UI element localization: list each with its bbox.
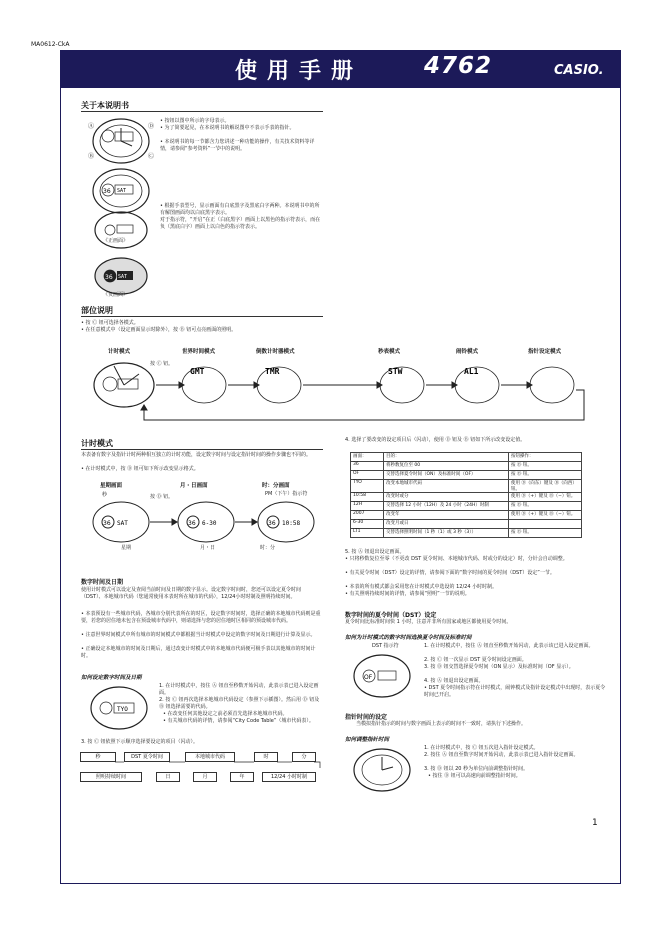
timekeeping-intro: 本表备有数字及指针计时两种相互独立的计时功能，设定数字时间与设定指针时间的操作步骤也不同的。 [81,452,312,458]
svg-text:STW: STW [388,367,403,376]
set-step-1: 1. 在计时模式中，按住 Ⓐ 钮直至秒数开始闪动，此表示表已进入设定画面。 [159,683,319,696]
flow-item: 本地城市代码 [185,752,235,762]
svg-text:36: 36 [268,520,276,527]
flow-item: 秒 [80,752,116,762]
table-cell: 6-30 [351,520,384,529]
table-row [351,462,582,471]
svg-text:36: 36 [103,188,111,195]
watch-illustration [347,651,417,701]
table-cell: 交替选择夏令时间（ON）及标准时间（OF） [384,471,509,480]
table-row [351,480,582,493]
after-bullet: 5. 按 Ⓐ 钮退出设定画面。 [345,549,405,555]
hour-minute-label: 时：分 [260,545,276,551]
svg-text:GMT: GMT [190,367,205,376]
press-d-note: 按 Ⓓ 钮。 [150,494,174,500]
digital-heading: 数字时间及日期 [81,579,124,586]
set-step-note: • 有关城市代码的详情，请参阅“City Code Table”（城市代码表）。 [163,718,314,724]
table-cell: 使用 Ⓓ（向东）键及 Ⓑ（向西）钮。 [509,480,582,493]
table-cell: 改变月或日 [384,520,509,529]
analog-step: • 按住 Ⓓ 钮可以高速向前调整指针时间。 [428,773,521,779]
svg-text:Ⓐ: Ⓐ [88,123,95,130]
screen-label: 月・日画面 [180,483,208,489]
dst-step: 4. 按 Ⓐ 钮退出设定画面。 [424,678,484,684]
table-header: 按钮操作： [509,453,582,462]
watch-illustration [86,166,156,216]
seconds-label: 秒 [102,492,108,498]
watch-illustration [86,256,156,296]
month-day-label: 月・日 [200,545,216,551]
digital-bullet: • 注意世界时间模式中所有城市的时间模式中都根据当计时模式中设定的数字时间及日期进行计算及显示。 [81,632,316,638]
after-bullet: • 有关照明持续时间的详情，请参阅“照明”一节的说明。 [345,591,470,597]
doc-code: MA0612-CkA [31,41,70,48]
flow-arrows [80,760,325,775]
flow-item: 年 [230,772,254,782]
page-number: 1 [592,818,598,828]
brand-logo: CASIO. [554,63,604,78]
flow-item: 月 [193,772,217,782]
about-bullet-1: • 按钮以图中所示的字母表示。 [160,118,230,124]
analog-step: 3. 按 Ⓓ 钮以 20 秒为单位向前调整指针时间。 [424,766,529,772]
parts-bullet-2: • 在任意模式中（设定画面显示时除外），按 Ⓑ 钮可点亮画面的照明。 [81,327,237,333]
table-cell: 使用 Ⓓ（+）键及 Ⓑ（−）钮。 [509,493,582,502]
step-4: 4. 选择了要改变的设定项目后（闪动），使用 Ⓓ 钮及 Ⓑ 钮如下所示改变设定值。 [345,437,526,443]
mode-sequence [84,360,604,430]
dst-step: • DST 夏令时间指示符在计时模式，闹钟模式及指针设定模式中出现时，表示夏令时间已开启。 [424,685,606,698]
table-cell: LT1 [351,529,384,538]
table-cell: 改变年 [384,511,509,520]
timekeeping-heading: 计时模式 [81,439,113,448]
watch-illustration [86,116,156,166]
screen-label: 时：分画面 [262,483,290,489]
table-cell: 按 Ⓓ 钮。 [509,502,582,511]
after-bullet: • 本表的所有模式都会采用您在计时模式中选设的 12/24 小时时制。 [345,584,498,590]
about-bullet-4: • 根据手表型号，显示画面有白底黑字及黑底白字两种。本说明书中的所有解图画面均以白底黑字表示。 [160,203,320,216]
svg-text:Ⓑ: Ⓑ [88,153,95,160]
parts-heading: 部位说明 [81,306,113,315]
analog-subheading: 如何调整指针时间 [345,737,390,743]
table-cell: 将秒数复位至 00 [384,462,509,471]
dst-indicator-label: DST 指示符 [372,643,399,649]
divider [81,449,323,450]
mode-label: 世界时间模式 [182,349,216,355]
table-row [351,493,582,502]
title-banner [60,50,620,88]
table-cell: 改变本地城市代码 [384,480,509,493]
step-3: 3. 按 Ⓒ 钮依照下示顺序选择要设定的项目（闪动）。 [81,739,199,745]
table-row [351,520,582,529]
about-heading: 关于本说明书 [81,101,129,110]
table-cell: 使用 Ⓓ（+）键及 Ⓑ（−）钮。 [509,511,582,520]
table-cell: 按 Ⓓ 钮。 [509,529,582,538]
press-c-note: 按 Ⓒ 钮。 [150,361,174,367]
svg-text:SAT: SAT [117,520,128,527]
table-cell: 交替选择 12 小时（12H）及 24 小时（24H）时制 [384,502,509,511]
table-row [351,502,582,511]
watch-illustration [347,745,417,795]
analog-heading: 指针时间的设定 [345,714,388,721]
table-cell: 按 Ⓓ 钮。 [509,462,582,471]
screen-label: 星期画面 [100,483,123,489]
mode-label: 倒数计时器模式 [256,349,295,355]
svg-text:TYO: TYO [117,706,128,713]
parts-bullet-1: • 按 Ⓒ 钮可选择各模式。 [81,320,139,326]
dst-step: 1. 在计时模式中，按住 Ⓐ 钮直至秒数开始闪动，此表示该已进入设定画面。 [424,643,594,649]
table-cell: 10:58 [351,493,384,502]
svg-text:6-30: 6-30 [202,520,217,527]
positive-screen-label: 《正画面》 [103,238,129,244]
about-bullet-2: • 为了简要起见，在本说明书的解说图中不表示手表的指针。 [160,125,295,131]
analog-step: 2. 按住 Ⓐ 钮直至数字时间开始闪动，此表示表已进入指针设定画面。 [424,752,579,758]
mode-label: 闹铃模式 [456,349,479,355]
mode-label: 指针设定模式 [528,349,562,355]
pm-indicator-label: PM（下午）指示符 [265,491,308,497]
after-bullet: • 有关夏令时间（DST）设定的详情，请参阅下面的“数字时间的夏令时间（DST）设定”一节。 [345,570,555,576]
dst-step: 3. 按 Ⓓ 钮交替选择夏令时间（ON 显示）及标准时间（OF 显示）。 [424,664,574,670]
svg-text:SAT: SAT [118,274,128,280]
mode-label: 秒表模式 [378,349,401,355]
svg-text:10:58: 10:58 [282,520,301,527]
negative-screen-label: 《负画面》 [103,292,129,298]
table-header: 画面： [351,453,384,462]
table-row [351,471,582,480]
table-cell: 改变时或分 [384,493,509,502]
table-cell: OF [351,471,384,480]
svg-text:Ⓒ: Ⓒ [148,153,155,160]
table-cell: 交替选择照明时间（1 秒（1）或 3 秒（3）） [384,529,509,538]
table-cell [509,520,582,529]
svg-text:36: 36 [103,520,111,527]
analog-step: 1. 在计时模式中，按 Ⓒ 钮五次进入指针设定模式。 [424,745,539,751]
svg-text:OF: OF [364,674,373,681]
table-cell: 12H [351,502,384,511]
set-heading: 如何设定数字时间及日期 [81,675,142,681]
table-header: 目的： [384,453,509,462]
table-row [351,529,582,538]
dst-step: 2. 按 Ⓒ 钮一次显示 DST 夏令时间设定画面。 [424,657,527,663]
divider [81,316,323,317]
flow-item: 分 [292,752,316,762]
flow-item: 日 [156,772,180,782]
svg-text:TMR: TMR [265,367,280,376]
about-bullet-3: • 本说明书的每一节都含力您讲述一种功能的操作，有关技术资料等详情，请参阅“参考资料”一节中的说明。 [160,139,315,152]
digital-bullet: • 正确设定本地城市的时间及日期后，通过改变计时模式中的本地城市代码便可极手表以其他城市的时间计时。 [81,646,316,659]
table-cell: 按 Ⓓ 钮。 [509,471,582,480]
settings-table [350,452,582,538]
svg-text:AL1: AL1 [464,367,479,376]
flow-item: 时 [254,752,278,762]
flow-item: 照明持续时间 [80,772,142,782]
about-bullet-5: 对于指示符，“开启”在正（白底黑字）画面上以黑色的指示符表示，而在负（黑底白字）画面上以白色的指示符表示。 [160,217,321,230]
svg-text:Ⓓ: Ⓓ [148,123,155,130]
svg-text:36: 36 [188,520,196,527]
table-row [351,511,582,520]
weekday-label: 星期 [121,545,132,551]
manual-title: 使用手册 [235,59,364,84]
flow-item: DST 夏令时间 [124,752,170,762]
divider [81,111,323,112]
flow-item: 12/24 小时时制 [262,772,316,782]
after-bullet: • 只将秒数复位至零（不更改 DST 夏令时间、本地城市代码、时或分的设定）时，分针会自动调整。 [345,556,568,562]
analog-text: 当模拟指针指示的时间与数字画面上表示的时间不一致时，请执行下述操作。 [356,721,527,727]
table-cell: 36 [351,462,384,471]
digital-text: 使用计时模式可以设定及查阅当前时间及日期的数字显示。设定数字时间时，您还可以设定夏令时间（DST）、本地城市代码（您通常使用本表时所在城市的代码），12/24小时时制及照明持续时间。 [81,587,302,600]
dst-text: 夏令时间比标准时间快 1 小时，注意并非所有国家或地区都使用夏令时间。 [345,619,512,625]
display-format-sequence [86,500,322,546]
set-step-note: • 在改变任何其他设定之前必须首先选择本地城市代码。 [163,711,288,717]
table-cell: 2007 [351,511,384,520]
dst-heading: 数字时间的夏令时间（DST）设定 [345,612,437,619]
timekeeping-bullet: • 在计时模式中，按 Ⓓ 钮可如下所示改变显示格式。 [81,466,199,472]
table-cell: TYO [351,480,384,493]
digital-bullet: • 本表预设有一些城市代码，各城市分别代表所在的时区，设定数字时间时，选择正确的本地城市代码则是重要，若您的居住地未包含在预设城市代码中，则请选择与您的居住地时区相同的预设城市代码。 [81,611,321,624]
svg-text:SAT: SAT [117,188,127,194]
model-number: 4762 [424,53,493,79]
set-step-2: 2. 按 Ⓒ 钮再次选择本地城市代码设定（参照下示插图）。然后用 Ⓓ 钮及 Ⓑ 钮选择需要的代码。 [159,697,320,710]
svg-text:36: 36 [105,274,113,281]
dst-subheading: 如何为计时模式的数字时间选换夏令时间及标准时间 [345,635,472,641]
mode-label: 计时模式 [108,349,131,355]
watch-illustration [84,683,154,733]
